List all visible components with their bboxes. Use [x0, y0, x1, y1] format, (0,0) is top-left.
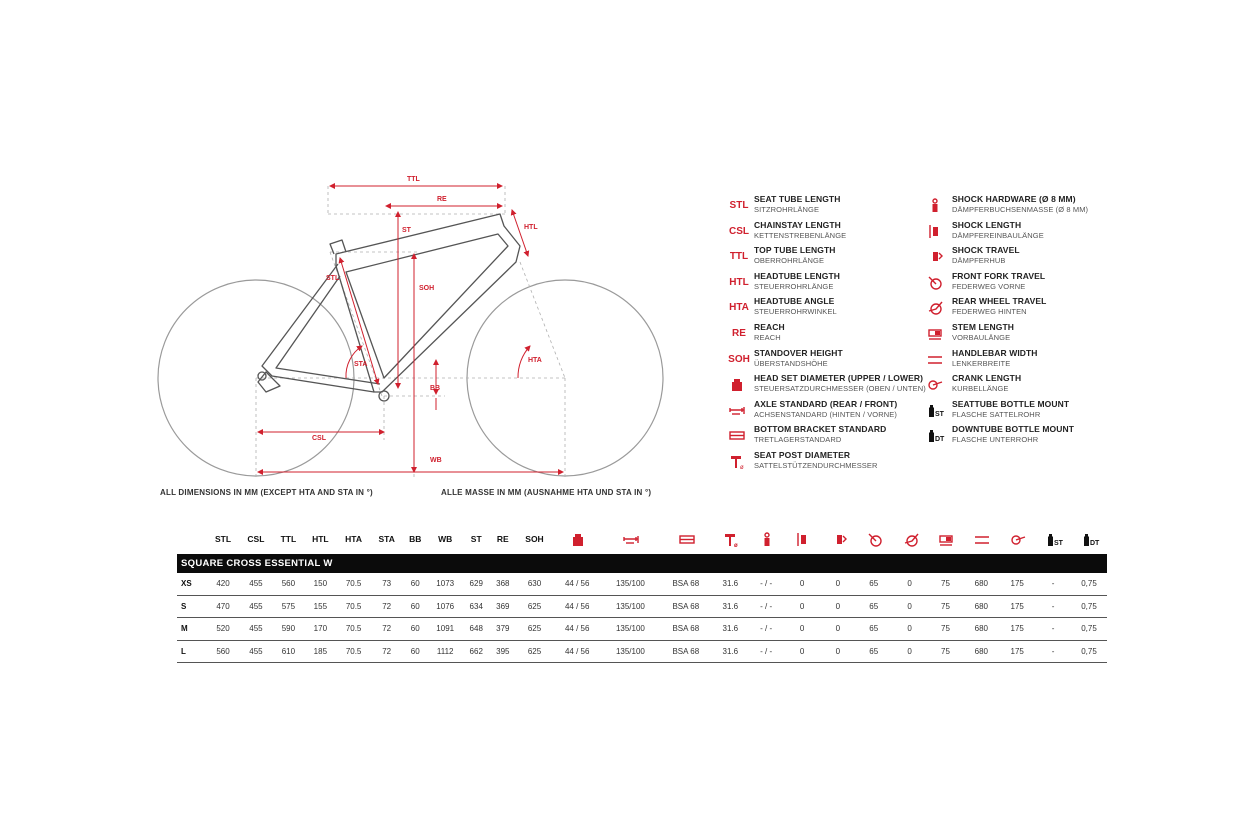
column-header-front-fork-icon — [856, 524, 892, 554]
table-cell: 31.6 — [712, 640, 748, 663]
table-row — [177, 618, 1107, 641]
table-cell: 65 — [856, 595, 892, 618]
table-cell: 150 — [304, 573, 337, 595]
table-cell: 0 — [892, 618, 928, 641]
table-cell: 60 — [403, 640, 427, 663]
label-sta: STA — [354, 361, 368, 368]
label-htl: HTL — [524, 224, 538, 231]
shock-travel-icon — [829, 531, 847, 547]
table-header-row — [177, 524, 1107, 554]
table-cell: 175 — [999, 595, 1035, 618]
column-header-bottle-st-icon — [1035, 524, 1071, 554]
size-cell: M — [177, 618, 207, 641]
column-header-wb: WB — [438, 534, 453, 544]
legend-abbr: SOH — [728, 353, 750, 365]
table-cell: 0 — [784, 618, 820, 641]
bottom-bracket-icon — [727, 427, 749, 445]
handlebar-icon — [972, 531, 990, 547]
table-cell: 60 — [403, 618, 427, 641]
table-cell: 369 — [490, 595, 517, 618]
legend-subtitle: SITZROHRLÄNGE — [754, 205, 820, 214]
geometry-diagram — [0, 0, 700, 510]
column-header-hta: HTA — [345, 534, 363, 544]
column-header-csl: CSL — [247, 534, 265, 544]
table-cell: 0 — [820, 618, 856, 641]
table-cell: 455 — [239, 573, 273, 595]
column-header-st: ST — [470, 534, 482, 544]
table-cell: 630 — [516, 573, 553, 595]
table-cell: 70.5 — [337, 640, 371, 663]
table-cell: 44 / 56 — [553, 573, 602, 595]
svg-text:DT: DT — [935, 436, 945, 444]
table-cell: 0,75 — [1071, 640, 1107, 663]
label-wb: WB — [430, 457, 442, 464]
column-header-crank-icon — [999, 524, 1035, 554]
column-header-ttl: TTL — [280, 534, 297, 544]
seatpost-icon — [727, 453, 749, 471]
legend-subtitle: SATTELSTÜTZENDURCHMESSER — [754, 461, 878, 470]
table-cell: 31.6 — [712, 618, 748, 641]
table-cell: 75 — [928, 595, 964, 618]
table-cell: 680 — [963, 595, 999, 618]
table-cell: 70.5 — [337, 595, 371, 618]
table-row — [177, 573, 1107, 595]
table-cell: 470 — [207, 595, 239, 618]
size-cell: L — [177, 640, 207, 663]
shock-travel-icon — [925, 248, 947, 266]
table-cell: 629 — [463, 573, 490, 595]
axle-icon — [727, 402, 749, 420]
label-hta: HTA — [528, 357, 542, 364]
legend-subtitle: KURBELLÄNGE — [952, 384, 1009, 394]
legend-subtitle: DÄMPFEREINBAULÄNGE — [952, 230, 1044, 240]
legend-title: SHOCK HARDWARE (Ø 8 MM) — [952, 194, 1076, 204]
table-cell: BSA 68 — [659, 640, 712, 663]
table-cell: - / - — [748, 618, 784, 641]
column-header-stl: STL — [214, 534, 232, 544]
table-cell: 520 — [207, 618, 239, 641]
table-cell: 420 — [207, 573, 239, 595]
table-cell: 625 — [516, 595, 553, 618]
table-cell: 575 — [273, 595, 304, 618]
legend-subtitle: DÄMPFERBUCHSENMASSE (Ø 8 MM) — [952, 205, 1089, 214]
table-cell: 0,75 — [1071, 595, 1107, 618]
legend-title: REACH — [754, 322, 785, 332]
table-cell: 65 — [856, 640, 892, 663]
front-fork-icon — [865, 531, 883, 547]
legend-abbr: TTL — [729, 251, 749, 263]
legend-subtitle: KETTENSTREBENLÄNGE — [754, 230, 847, 240]
label-st: ST — [402, 227, 411, 234]
column-header-rear-wheel-icon — [892, 524, 928, 554]
table-cell: 395 — [490, 640, 517, 663]
table-cell: 60 — [403, 573, 427, 595]
table-cell: 625 — [516, 640, 553, 663]
shock-hardware-icon — [757, 531, 775, 547]
table-cell: 455 — [239, 640, 273, 663]
table-row — [177, 640, 1107, 663]
headset-icon — [568, 531, 586, 547]
table-cell: 455 — [239, 618, 273, 641]
legend-title: SEAT POST DIAMETER — [754, 450, 851, 460]
stem-icon — [936, 531, 954, 547]
table-cell: 72 — [370, 595, 403, 618]
column-header-bb: BB — [409, 534, 422, 544]
svg-text:ø: ø — [734, 543, 738, 548]
legend-subtitle: STEUERROHRLÄNGE — [754, 281, 834, 291]
model-name: SQUARE CROSS ESSENTIAL W — [177, 554, 1107, 573]
table-cell: 73 — [370, 573, 403, 595]
legend-title: HEADTUBE LENGTH — [754, 270, 841, 281]
stem-icon — [925, 325, 947, 343]
crank-icon — [925, 376, 947, 394]
table-cell: BSA 68 — [659, 573, 712, 595]
caption-german: ALLE MASSE IN MM (AUSNAHME HTA UND STA IN °) — [441, 488, 652, 497]
column-header-shock-travel-icon — [820, 524, 856, 554]
label-bb: BB — [430, 385, 441, 392]
bottle-dt-icon — [925, 427, 947, 445]
column-header-seatpost-icon — [712, 524, 748, 554]
legend-subtitle: DÄMPFERHUB — [952, 256, 1006, 266]
table-cell: - — [1035, 573, 1071, 595]
table-cell: 135/100 — [602, 573, 660, 595]
legend-subtitle: ÜBERSTANDSHÖHE — [754, 358, 828, 368]
caption-english: ALL DIMENSIONS IN MM (EXCEPT HTA AND STA IN °) — [160, 488, 373, 497]
legend-title: HEAD SET DIAMETER (UPPER / LOWER) — [754, 373, 924, 384]
table-cell: 0 — [892, 640, 928, 663]
axle-icon — [621, 531, 639, 547]
rear-wheel-icon — [925, 299, 947, 317]
rear-wheel-icon — [901, 531, 919, 547]
front-fork-icon — [925, 274, 947, 292]
table-cell: 0 — [820, 595, 856, 618]
table-cell: 680 — [963, 640, 999, 663]
table-cell: 65 — [856, 618, 892, 641]
legend-title: STANDOVER HEIGHT — [754, 347, 843, 358]
table-cell: - / - — [748, 573, 784, 595]
legend-subtitle: STEUERSATZDURCHMESSER (OBEN / UNTEN) — [754, 384, 926, 394]
table-cell: 1112 — [427, 640, 462, 663]
legend-abbr: HTA — [729, 302, 749, 314]
legend-subtitle: LENKERBREITE — [952, 358, 1011, 368]
table-cell: 65 — [856, 573, 892, 595]
table-cell: 680 — [963, 618, 999, 641]
legend-title: REAR WHEEL TRAVEL — [952, 296, 1047, 307]
table-cell: 44 / 56 — [553, 640, 602, 663]
table-cell: 60 — [403, 595, 427, 618]
legend-title: AXLE STANDARD (REAR / FRONT) — [754, 398, 898, 409]
legend-title: SEATTUBE BOTTLE MOUNT — [952, 398, 1070, 409]
table-cell: 0,75 — [1071, 573, 1107, 595]
table-cell: 155 — [304, 595, 337, 618]
legend-subtitle: FLASCHE SATTELROHR — [952, 409, 1041, 419]
legend-title: TOP TUBE LENGTH — [754, 245, 836, 256]
column-header-bottom-bracket-icon — [659, 524, 712, 554]
bike-frame — [258, 214, 520, 401]
table-cell: 368 — [490, 573, 517, 595]
table-cell: 0,75 — [1071, 618, 1107, 641]
legend-subtitle: FEDERWEG HINTEN — [952, 307, 1027, 317]
table-cell: 0 — [892, 595, 928, 618]
table-cell: - — [1035, 618, 1071, 641]
table-cell: 72 — [370, 618, 403, 641]
table-cell: 31.6 — [712, 595, 748, 618]
bottle-st-icon — [925, 402, 947, 420]
table-cell: 0 — [892, 573, 928, 595]
table-cell: 75 — [928, 618, 964, 641]
legend-abbr: RE — [732, 328, 746, 339]
column-header-headset-icon — [553, 524, 602, 554]
table-cell: 560 — [273, 573, 304, 595]
table-cell: 70.5 — [337, 618, 371, 641]
table-cell: 75 — [928, 640, 964, 663]
legend-title: CHAINSTAY LENGTH — [754, 219, 841, 230]
bottom-bracket-icon — [677, 531, 695, 547]
table-cell: 135/100 — [602, 618, 660, 641]
legend-subtitle: REACH — [754, 333, 781, 342]
table-cell: 648 — [463, 618, 490, 641]
table-cell: 625 — [516, 618, 553, 641]
column-header-bottle-dt-icon — [1071, 524, 1107, 554]
legend-abbr: CSL — [729, 225, 749, 237]
table-cell: 634 — [463, 595, 490, 618]
legend-title: DOWNTUBE BOTTLE MOUNT — [952, 424, 1075, 435]
column-header-shock-length-icon — [784, 524, 820, 554]
legend-title: FRONT FORK TRAVEL — [952, 270, 1046, 281]
model-row — [177, 554, 1107, 573]
label-csl: CSL — [312, 435, 326, 442]
table-cell: 1091 — [427, 618, 462, 641]
table-cell: 560 — [207, 640, 239, 663]
headset-icon — [727, 376, 749, 394]
svg-text:ø: ø — [740, 465, 744, 470]
size-cell: S — [177, 595, 207, 618]
table-cell: 135/100 — [602, 640, 660, 663]
bottle-dt-icon — [1080, 531, 1098, 547]
column-header-re: RE — [496, 534, 509, 544]
crank-icon — [1008, 531, 1026, 547]
table-cell: 175 — [999, 573, 1035, 595]
table-cell: 0 — [784, 573, 820, 595]
table-cell: 662 — [463, 640, 490, 663]
column-header-sta: STA — [378, 534, 395, 544]
label-stl: STL — [326, 275, 340, 282]
table-cell: BSA 68 — [659, 618, 712, 641]
column-header-handlebar-icon — [963, 524, 999, 554]
table-cell: - / - — [748, 595, 784, 618]
table-cell: 175 — [999, 618, 1035, 641]
shock-length-icon — [793, 531, 811, 547]
legend-subtitle: ACHSENSTANDARD (HINTEN / VORNE) — [754, 409, 897, 419]
legend-subtitle: OBERROHRLÄNGE — [754, 256, 825, 266]
legend-subtitle: TRETLAGERSTANDARD — [754, 435, 842, 445]
table-cell: BSA 68 — [659, 595, 712, 618]
legend-title: CRANK LENGTH — [952, 373, 1022, 384]
label-soh: SOH — [419, 285, 435, 292]
table-cell: 44 / 56 — [553, 618, 602, 641]
legend-subtitle: STEUERROHRWINKEL — [754, 307, 837, 317]
legend-abbr: STL — [729, 200, 749, 211]
table-cell: 590 — [273, 618, 304, 641]
size-cell: XS — [177, 573, 207, 595]
legend-title: SHOCK LENGTH — [952, 219, 1022, 230]
legend-subtitle: FEDERWEG VORNE — [952, 281, 1026, 291]
table-cell: 1076 — [427, 595, 462, 618]
table-cell: 610 — [273, 640, 304, 663]
column-header-shock-hardware-icon — [748, 524, 784, 554]
table-row — [177, 595, 1107, 618]
table-cell: 44 / 56 — [553, 595, 602, 618]
label-ttl: TTL — [407, 176, 420, 183]
bottle-st-icon — [1044, 531, 1062, 547]
table-cell: 680 — [963, 573, 999, 595]
table-cell: 1073 — [427, 573, 462, 595]
table-cell: 75 — [928, 573, 964, 595]
table-cell: 175 — [999, 640, 1035, 663]
table-cell: 72 — [370, 640, 403, 663]
legend-subtitle: VORBAULÄNGE — [952, 333, 1011, 342]
legend-title: SEAT TUBE LENGTH — [754, 194, 841, 204]
legend-title: STEM LENGTH — [952, 322, 1015, 332]
shock-length-icon — [925, 223, 947, 241]
table-cell: 135/100 — [602, 595, 660, 618]
table-cell: 379 — [490, 618, 517, 641]
seatpost-icon — [721, 531, 739, 547]
column-header-htl: HTL — [312, 534, 329, 544]
table-cell: 0 — [784, 595, 820, 618]
svg-text:ST: ST — [935, 410, 944, 418]
table-cell: 185 — [304, 640, 337, 663]
table-cell: 0 — [820, 573, 856, 595]
table-cell: - — [1035, 640, 1071, 663]
column-header-axle-icon — [602, 524, 660, 554]
legend-title: SHOCK TRAVEL — [952, 245, 1020, 256]
table-cell: 455 — [239, 595, 273, 618]
legend-title: BOTTOM BRACKET STANDARD — [754, 424, 887, 435]
legend-title: HEADTUBE ANGLE — [754, 296, 835, 307]
shock-hardware-icon — [925, 197, 947, 215]
legend-title: HANDLEBAR WIDTH — [952, 347, 1038, 358]
column-header-stem-icon — [928, 524, 964, 554]
table-cell: - — [1035, 595, 1071, 618]
geometry-table — [177, 524, 1107, 663]
handlebar-icon — [925, 351, 947, 369]
table-cell: 170 — [304, 618, 337, 641]
table-cell: - / - — [748, 640, 784, 663]
table-cell: 0 — [784, 640, 820, 663]
table-cell: 70.5 — [337, 573, 371, 595]
size-column-header — [177, 524, 207, 554]
table-cell: 31.6 — [712, 573, 748, 595]
svg-text:DT: DT — [1089, 540, 1100, 547]
column-header-soh: SOH — [525, 534, 544, 544]
svg-text:ST: ST — [1054, 540, 1063, 547]
label-re: RE — [437, 196, 447, 203]
legend-abbr: HTL — [729, 276, 749, 288]
table-cell: 0 — [820, 640, 856, 663]
legend-subtitle: FLASCHE UNTERROHR — [952, 435, 1039, 445]
